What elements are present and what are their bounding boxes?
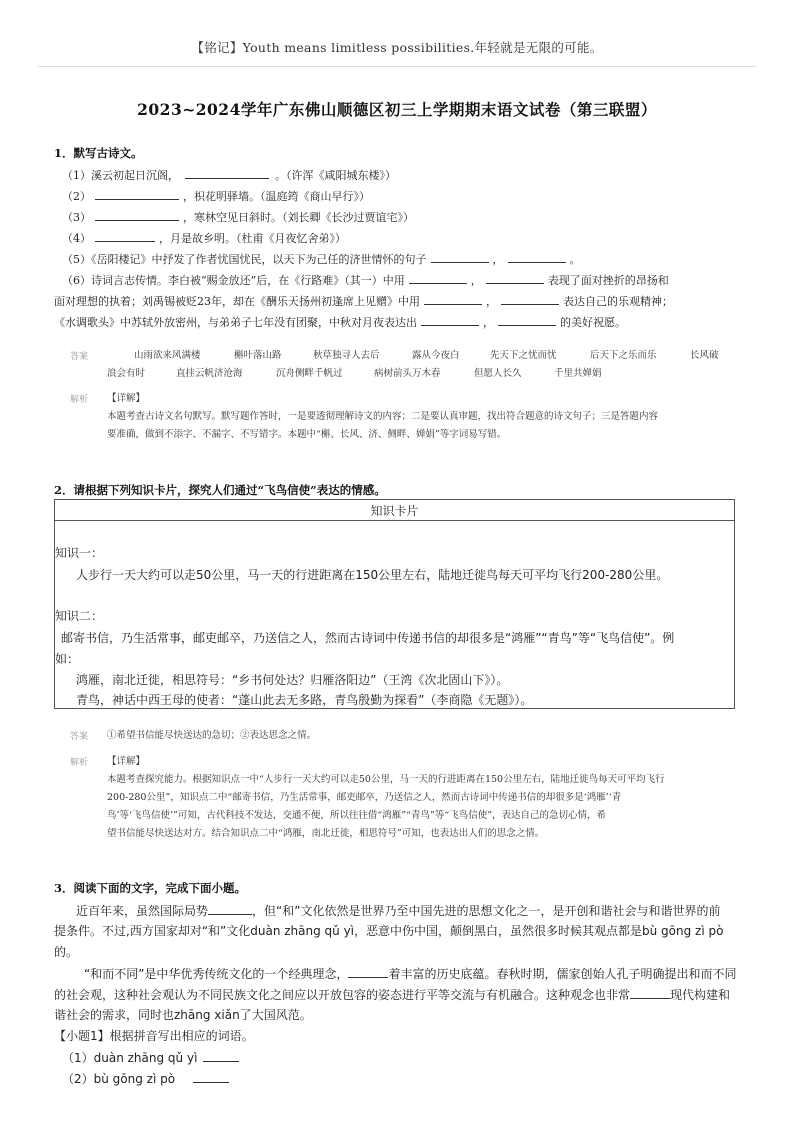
q1-2-num: （2） xyxy=(62,190,91,203)
q3-p2-text-d: 现代构建和 xyxy=(670,988,731,1002)
q1-5-blank-b[interactable] xyxy=(508,250,566,263)
q1-line-6 xyxy=(62,271,669,288)
q1-7-blank-a[interactable] xyxy=(424,292,482,305)
q3-para1-line-2: 提条件。不过,西方国家却对“和”文化duàn zhāng qǔ yì，恶意中伤中国，颠倒黑白，虽然很多时候其观点都是bù gōng zì pò xyxy=(54,924,724,938)
q3-p2-text-a: “和而不同”是中华优秀传统文化的一个经典理念， xyxy=(84,967,349,981)
q1-line-7 xyxy=(54,292,673,309)
q3-sub-1-pinyin: （1）duàn zhāng qǔ yì xyxy=(62,1051,198,1065)
q1-answer-9: 直挂云帆济沧海 xyxy=(176,368,243,379)
card-title-divider xyxy=(55,520,734,521)
knowledge-2-label: 知识二： xyxy=(55,609,104,623)
q1-1-text: （1）溪云初起日沉阁， xyxy=(62,169,179,182)
q3-para2-line-2 xyxy=(54,985,730,1003)
page-title: 2023~2024学年广东佛山顺德区初三上学期期末语文试卷（第三联盟） xyxy=(137,100,657,119)
q1-answer-5: 先天下之忧而忧 xyxy=(490,350,557,361)
q1-line-8 xyxy=(54,313,626,330)
q3-sub-item-1 xyxy=(62,1048,239,1066)
knowledge-2-text-3: 鸿雁，南北迁徙，相思符号：“乡书何处达？归雁洛阳边”（王湾《次北固山下》）。 xyxy=(76,673,509,687)
q3-sub-2-blank[interactable] xyxy=(193,1069,229,1083)
q2-detail-line-3: 鸟’等‘飞鸟信使’”可知，古代科技不发达，交通不便，所以往往借“鸿雁”“青鸟”等“飞鸟信使”，表达自己的急切心情，希 xyxy=(107,810,607,821)
q1-5-text: （5）《岳阳楼记》中抒发了作者忧国忧民，以天下为己任的济世情怀的句子 xyxy=(62,253,427,266)
q1-2-blank[interactable] xyxy=(95,187,179,200)
q3-p2-text-b: 着丰富的历史底蕴。春秋时期，儒家创始人孔子明确提出和而不同 xyxy=(388,967,737,981)
q1-detail-tag: 【详解】 xyxy=(107,393,146,404)
q1-3-num: （3） xyxy=(62,211,91,224)
q1-answer-4: 露从今夜白 xyxy=(412,350,460,361)
q1-line-2 xyxy=(62,187,370,204)
q3-sub-item-2 xyxy=(62,1069,229,1087)
q3-sub-1-blank[interactable] xyxy=(203,1048,239,1062)
q3-blank-2[interactable] xyxy=(348,964,388,978)
q1-answer-1: 山雨欲来风满楼 xyxy=(134,350,201,361)
q3-para1-line-3: 的。 xyxy=(54,945,79,959)
q1-answer-label: 答案 xyxy=(70,352,89,362)
q2-answer: ①希望书信能尽快送达的急切；②表达思念之情。 xyxy=(107,730,317,741)
knowledge-2-text-2: 如： xyxy=(55,652,80,666)
q3-para2-line-1 xyxy=(84,964,736,982)
q1-8-blank-b[interactable] xyxy=(498,313,556,326)
q1-line-1 xyxy=(62,166,396,183)
q1-answer-12: 但愿人长久 xyxy=(474,368,522,379)
q1-7-text: 面对理想的执着；刘禹锡被贬23年，却在《酬乐天扬州初逢席上见赠》中用 xyxy=(54,295,420,308)
q1-5-end: 。 xyxy=(569,253,581,266)
q2-detail-line-2: 200-280公里”，知识点二中“邮寄书信，乃生活常事，邮吏邮卒，乃送信之人，然而古诗词中传递书信的却很多是‘鸿雁’‘青 xyxy=(107,792,622,803)
q3-blank-1[interactable] xyxy=(208,901,252,915)
q1-answer-3: 秋草独寻人去后 xyxy=(313,350,380,361)
q1-answer-2: 槲叶落山路 xyxy=(234,350,282,361)
q1-8-text: 《水调歌头》中苏轼外放密州，与弟弟子七年没有团聚，中秋对月夜表达出 xyxy=(54,316,417,329)
q2-answer-label: 答案 xyxy=(70,732,89,742)
q1-2-text: ，枳花明驿墙。（温庭筠《商山早行》） xyxy=(183,190,370,203)
q1-3-blank[interactable] xyxy=(95,208,179,221)
q1-4-blank[interactable] xyxy=(95,229,155,242)
q1-1-source: 。（许浑《咸阳城东楼》） xyxy=(275,169,396,182)
knowledge-1-text: 人步行一天大约可以走50公里，马一天的行进距离在150公里左右，陆地迁徙鸟每天可平均飞行200-280公里。 xyxy=(76,568,669,582)
q1-answer-7: 长风破 xyxy=(690,350,719,361)
q1-7-comma: ， xyxy=(486,295,497,308)
q1-answer-11: 病树前头万木春 xyxy=(374,368,441,379)
q1-6-comma: ， xyxy=(470,274,482,287)
q3-para2-line-3: 谐社会的需求，同时也zhāng xiǎn了大国风范。 xyxy=(54,1008,312,1022)
q2-detail-line-1: 本题考查探究能力。根据知识点一中“人步行一天大约可以走50公里，马一天的行进距离在150公里左右，陆地迁徙鸟每天可平均飞行 xyxy=(107,774,665,785)
q1-1-blank[interactable] xyxy=(185,166,269,179)
q1-8-blank-a[interactable] xyxy=(421,313,479,326)
knowledge-1-label: 知识一： xyxy=(55,546,104,560)
q1-line-5 xyxy=(62,250,581,267)
q1-line-4 xyxy=(62,229,346,246)
q1-3-text: ，寒林空见日斜时。（刘长卿《长沙过贾谊宅》） xyxy=(183,211,414,224)
question-1-heading: 1．默写古诗文。 xyxy=(54,146,143,160)
knowledge-2-text-1: 邮寄书信，乃生活常事，邮吏邮卒，乃送信之人，然而古诗词中传递书信的却很多是“鸿雁”“青鸟”等“飞鸟信使”。例 xyxy=(61,631,675,645)
q1-6-text: （6）诗词言志传情。李白被“赐金放还”后，在《行路难》（其一）中用 xyxy=(62,274,405,287)
question-2-heading: 2．请根据下列知识卡片，探究人们通过“飞鸟信使”表达的情感。 xyxy=(54,483,386,497)
q3-sub-2-pinyin: （2）bù gōng zì pò xyxy=(62,1072,176,1086)
q1-7-blank-b[interactable] xyxy=(501,292,559,305)
q1-5-comma: ， xyxy=(492,253,504,266)
q1-6-end: 表现了面对挫折的昂扬和 xyxy=(547,274,669,287)
motto-header: 【铭记】Youth means limitless possibilities.年轻就是无限的可能。 xyxy=(191,40,603,55)
q2-detail-tag: 【详解】 xyxy=(107,756,146,767)
q3-para1-line-1 xyxy=(76,901,720,919)
q1-analysis-label: 解析 xyxy=(70,395,89,405)
q2-analysis-label: 解析 xyxy=(70,758,89,768)
q1-7-end: 表达自己的乐观精神； xyxy=(563,295,673,308)
q1-answer-6: 后天下之乐而乐 xyxy=(590,350,657,361)
q1-answer-10: 沉舟侧畔千帆过 xyxy=(276,368,343,379)
knowledge-2-text-4: 青鸟，神话中西王母的使者：“蓬山此去无多路，青鸟殷勤为探看”（李商隐《无题》）。 xyxy=(76,693,533,707)
q2-detail-line-4: 望书信能尽快送达对方。结合知识点二中“鸿雁，南北迁徙，相思符号”可知，也表达出人们的思念之情。 xyxy=(107,828,545,839)
q1-detail-line-2: 要准确，做到不添字、不漏字、不写错字。本题中“槲、长风、济、侧畔、婵娟”等字词易写错。 xyxy=(107,429,507,440)
card-title: 知识卡片 xyxy=(370,504,419,518)
q1-4-text: ，月是故乡明。（杜甫《月夜忆舍弟》） xyxy=(159,232,346,245)
q3-p1-text-b: ，但“和”文化依然是世界乃至中国先进的思想文化之一，是开创和谐社会与和谐世界的前 xyxy=(252,904,721,918)
q1-answer-13: 千里共婵娟 xyxy=(554,368,602,379)
q1-line-3 xyxy=(62,208,414,225)
q3-p1-text-a: 近百年来，虽然国际局势 xyxy=(76,904,209,918)
q1-detail-line-1: 本题考查古诗文名句默写。默写题作答时，一是要透彻理解诗文的内容；二是要认真审题，找出符合题意的诗文句子；三是答题内容 xyxy=(107,411,659,422)
knowledge-card xyxy=(54,499,735,709)
q1-answer-8: 浪会有时 xyxy=(107,368,146,379)
question-3-heading: 3．阅读下面的文字，完成下面小题。 xyxy=(54,881,246,895)
q1-8-end: 的美好祝愿。 xyxy=(560,316,626,329)
q1-5-blank-a[interactable] xyxy=(431,250,489,263)
q1-6-blank-b[interactable] xyxy=(486,271,544,284)
q1-6-blank-a[interactable] xyxy=(409,271,467,284)
q1-4-num: （4） xyxy=(62,232,91,245)
q3-subquestion-1: 【小题1】根据拼音写出相应的词语。 xyxy=(54,1029,254,1043)
header-divider xyxy=(38,66,756,67)
q1-8-comma: ， xyxy=(483,316,494,329)
q3-blank-3[interactable] xyxy=(630,985,670,999)
q3-p2-text-c: 的社会观，这种社会观认为不同民族文化之间应以开放包容的姿态进行平等交流与有机融合。这种观念也非常 xyxy=(54,988,631,1002)
